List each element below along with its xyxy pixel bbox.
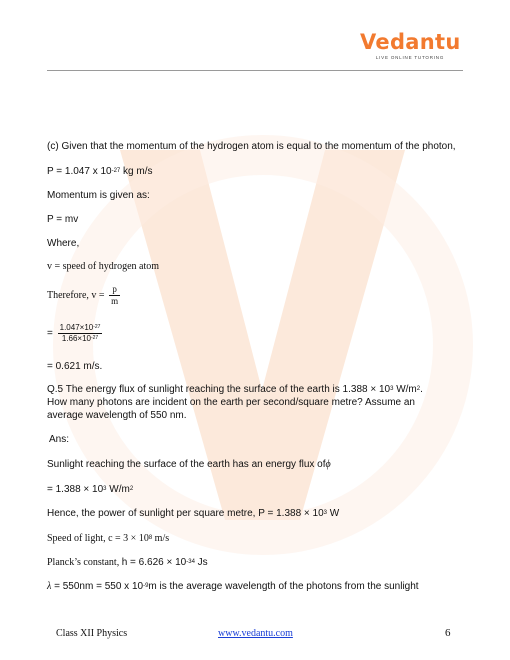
therefore-line: Therefore, v = $\frac{p}{m}$ [47, 284, 119, 306]
v-definition: v = speed of hydrogen atom [47, 261, 160, 272]
q5-line-1: Q.5 The energy flux of sunlight reaching the surface of the earth is $1.388 \times 10^3$ $W/m^2$. [47, 384, 423, 395]
footer-website-link[interactable]: www.vedantu.com [218, 628, 293, 639]
calculation-line: = $\frac{1.047\times 10^{-27}}{1.66\times 10^{-27}}$ [47, 323, 101, 343]
flux-value-line: = $1.388 \times 10^3$ $W/m^2$ [47, 484, 134, 495]
momentum-intro: Momentum is given as: [47, 190, 150, 201]
planck-constant-line: Planck’s constant, $h = 6.626 \times 10^{-34}$ Js [47, 557, 208, 568]
speed-of-light-line: Speed of light, $c = 3 \times 10^8$ m/s [47, 533, 170, 544]
result-line: = 0.621 m/s. [47, 361, 103, 372]
power-line: Hence, the power of sunlight per square metre, $P = 1.388 \times 10^3$ W [47, 508, 340, 519]
logo-wordmark: Vedantu [360, 30, 461, 54]
where-label: Where, [47, 238, 80, 249]
footer-class: Class XII Physics [56, 628, 128, 639]
part-c-statement: (c) Given that the momentum of the hydrogen atom is equal to the momentum of the photon, [47, 141, 456, 152]
sunlight-line: Sunlight reaching the surface of the earth has an energy flux ofϕ [47, 459, 331, 470]
q5-line-2: How many photons are incident on the earth per second/square metre? Assume an [47, 397, 415, 408]
header-divider [47, 70, 463, 71]
p-over-m-fraction: $\frac{p}{m}$ [111, 284, 119, 306]
calculation-fraction: $\frac{1.047\times 10^{-27}}{1.66\times 10^{-27}}$ [59, 323, 101, 343]
p-equation: P = mv [47, 214, 79, 225]
lambda-symbol: λ [47, 581, 52, 592]
p-value-line: P = 1.047 x $10^{-27}$ kg m/s [47, 166, 153, 177]
ans-label: Ans: [49, 434, 70, 445]
wavelength-line: λ = 550nm = 550 x $10^{-9}m$ is the average wavelength of the photons from the sunlight [47, 581, 419, 592]
vedantu-logo [360, 31, 460, 61]
phi-symbol: ϕ [325, 459, 331, 470]
logo-tagline: LIVE ONLINE TUTORING [375, 55, 445, 60]
q5-line-3: average wavelength of 550 nm. [47, 410, 187, 421]
page-number: 6 [445, 627, 451, 639]
